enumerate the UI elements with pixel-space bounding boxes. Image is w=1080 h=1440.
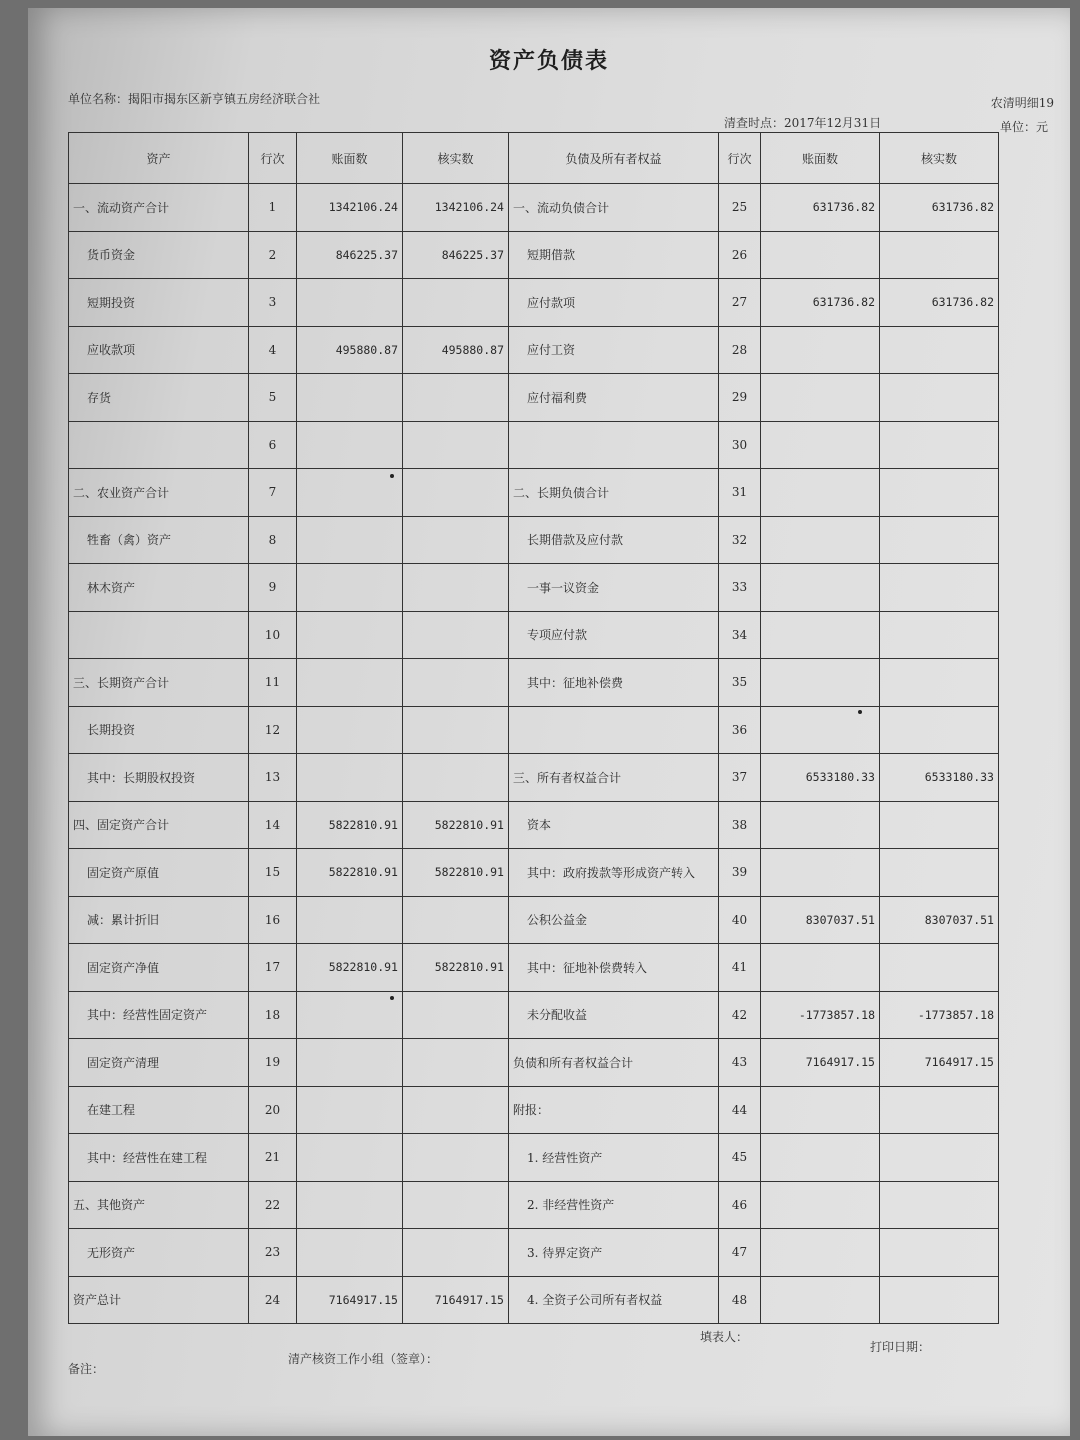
liability-verified-value	[880, 1086, 999, 1134]
pen-mark	[390, 996, 394, 1000]
liability-label: 2. 非经营性资产	[509, 1181, 719, 1229]
asset-verified-value: 846225.37	[403, 231, 509, 279]
liability-label: 其中：征地补偿费转入	[509, 944, 719, 992]
asset-line-no: 16	[249, 896, 297, 944]
asset-line-no: 22	[249, 1181, 297, 1229]
asset-line-no: 18	[249, 991, 297, 1039]
asset-verified-value	[403, 374, 509, 422]
liability-line-no: 43	[719, 1039, 761, 1087]
asset-label: 五、其他资产	[69, 1181, 249, 1229]
liability-verified-value	[880, 421, 999, 469]
liability-label: 应付福利费	[509, 374, 719, 422]
liability-book-value	[761, 1181, 880, 1229]
asset-book-value: 7164917.15	[297, 1276, 403, 1324]
note-label: 备注：	[68, 1362, 105, 1376]
liability-verified-value	[880, 706, 999, 754]
liability-verified-value	[880, 611, 999, 659]
liability-line-no: 42	[719, 991, 761, 1039]
liability-line-no: 46	[719, 1181, 761, 1229]
asset-verified-value	[403, 1134, 509, 1182]
table-row	[69, 184, 999, 232]
liability-label: 一事一议资金	[509, 564, 719, 612]
asset-line-no: 3	[249, 279, 297, 327]
header-asset: 资产	[69, 133, 249, 184]
asset-verified-value	[403, 421, 509, 469]
liability-book-value	[761, 944, 880, 992]
liability-book-value	[761, 849, 880, 897]
asset-line-no: 11	[249, 659, 297, 707]
liability-book-value	[761, 1086, 880, 1134]
form-number: 农清明细19	[990, 96, 1054, 110]
table-row	[69, 326, 999, 374]
liability-book-value	[761, 374, 880, 422]
liability-label: 短期借款	[509, 231, 719, 279]
liability-label: 负债和所有者权益合计	[509, 1039, 719, 1087]
pen-mark	[390, 474, 394, 478]
asset-line-no: 5	[249, 374, 297, 422]
asset-book-value	[297, 706, 403, 754]
table-row	[69, 801, 999, 849]
asset-label: 短期投资	[69, 279, 249, 327]
preparer-label: 填表人：	[700, 1330, 749, 1344]
liability-verified-value	[880, 1276, 999, 1324]
document-page	[28, 8, 1070, 1436]
liability-line-no: 29	[719, 374, 761, 422]
asset-book-value	[297, 611, 403, 659]
liability-book-value	[761, 326, 880, 374]
liability-label: 二、长期负债合计	[509, 469, 719, 517]
liability-verified-value	[880, 659, 999, 707]
liability-label: 其中：政府拨款等形成资产转入	[509, 849, 719, 897]
liability-label: 公积公益金	[509, 896, 719, 944]
table-header-row	[69, 133, 999, 184]
liability-label	[509, 706, 719, 754]
table-row	[69, 991, 999, 1039]
asset-book-value	[297, 754, 403, 802]
asset-book-value	[297, 659, 403, 707]
asset-line-no: 1	[249, 184, 297, 232]
liability-label: 附报：	[509, 1086, 719, 1134]
liability-book-value	[761, 1276, 880, 1324]
liability-verified-value: 631736.82	[880, 184, 999, 232]
liability-label: 一、流动负债合计	[509, 184, 719, 232]
asset-line-no: 9	[249, 564, 297, 612]
liability-book-value	[761, 564, 880, 612]
asset-book-value: 5822810.91	[297, 849, 403, 897]
liability-label: 其中：征地补偿费	[509, 659, 719, 707]
header-liability-book: 账面数	[761, 133, 880, 184]
asset-label: 牲畜（禽）资产	[69, 516, 249, 564]
asset-verified-value	[403, 1086, 509, 1134]
asset-label: 资产总计	[69, 1276, 249, 1324]
liability-verified-value	[880, 944, 999, 992]
asset-line-no: 7	[249, 469, 297, 517]
liability-verified-value: 8307037.51	[880, 896, 999, 944]
table-row	[69, 659, 999, 707]
document-title: 资产负债表	[488, 48, 609, 74]
asset-verified-value: 495880.87	[403, 326, 509, 374]
liability-label: 资本	[509, 801, 719, 849]
liability-verified-value	[880, 516, 999, 564]
asset-verified-value	[403, 279, 509, 327]
liability-verified-value	[880, 849, 999, 897]
liability-line-no: 40	[719, 896, 761, 944]
asset-line-no: 10	[249, 611, 297, 659]
asset-book-value	[297, 279, 403, 327]
print-date-label: 打印日期：	[870, 1340, 931, 1354]
liability-label: 三、所有者权益合计	[509, 754, 719, 802]
liability-verified-value	[880, 1181, 999, 1229]
liability-line-no: 28	[719, 326, 761, 374]
asset-label	[69, 611, 249, 659]
liability-line-no: 30	[719, 421, 761, 469]
asset-book-value	[297, 1086, 403, 1134]
liability-book-value	[761, 801, 880, 849]
liability-line-no: 32	[719, 516, 761, 564]
table-row	[69, 421, 999, 469]
asset-label: 减：累计折旧	[69, 896, 249, 944]
asset-book-value: 495880.87	[297, 326, 403, 374]
liability-book-value	[761, 231, 880, 279]
liability-verified-value	[880, 231, 999, 279]
liability-verified-value: -1773857.18	[880, 991, 999, 1039]
table-row	[69, 849, 999, 897]
header-asset-verified: 核实数	[403, 133, 509, 184]
liability-line-no: 36	[719, 706, 761, 754]
liability-book-value: 8307037.51	[761, 896, 880, 944]
asset-label: 应收款项	[69, 326, 249, 374]
liability-verified-value	[880, 1134, 999, 1182]
asset-verified-value: 1342106.24	[403, 184, 509, 232]
asset-verified-value	[403, 1181, 509, 1229]
liability-book-value	[761, 1229, 880, 1277]
asset-book-value: 1342106.24	[297, 184, 403, 232]
table-row	[69, 754, 999, 802]
asset-label: 林木资产	[69, 564, 249, 612]
liability-line-no: 44	[719, 1086, 761, 1134]
asset-verified-value	[403, 1229, 509, 1277]
asset-book-value	[297, 421, 403, 469]
liability-book-value	[761, 421, 880, 469]
asset-line-no: 4	[249, 326, 297, 374]
liability-book-value	[761, 659, 880, 707]
table-row	[69, 1039, 999, 1087]
pen-mark	[858, 710, 862, 714]
asset-label: 长期投资	[69, 706, 249, 754]
asset-verified-value	[403, 754, 509, 802]
asset-verified-value	[403, 564, 509, 612]
liability-verified-value: 631736.82	[880, 279, 999, 327]
liability-label	[509, 421, 719, 469]
liability-verified-value	[880, 1229, 999, 1277]
asset-verified-value: 5822810.91	[403, 944, 509, 992]
liability-label: 应付工资	[509, 326, 719, 374]
liability-book-value	[761, 469, 880, 517]
liability-line-no: 41	[719, 944, 761, 992]
liability-label: 4. 全资子公司所有者权益	[509, 1276, 719, 1324]
asset-book-value: 846225.37	[297, 231, 403, 279]
asset-line-no: 23	[249, 1229, 297, 1277]
table-row	[69, 944, 999, 992]
liability-verified-value	[880, 801, 999, 849]
asset-line-no: 17	[249, 944, 297, 992]
liability-line-no: 31	[719, 469, 761, 517]
asset-line-no: 14	[249, 801, 297, 849]
asset-book-value	[297, 991, 403, 1039]
liability-label: 3. 待界定资产	[509, 1229, 719, 1277]
asset-verified-value	[403, 469, 509, 517]
asset-verified-value	[403, 611, 509, 659]
asset-label	[69, 421, 249, 469]
asset-verified-value	[403, 1039, 509, 1087]
asset-line-no: 13	[249, 754, 297, 802]
asset-label: 其中：经营性在建工程	[69, 1134, 249, 1182]
asset-label: 一、流动资产合计	[69, 184, 249, 232]
asset-book-value	[297, 516, 403, 564]
unit-name: 单位名称：揭阳市揭东区新亨镇五房经济联合社	[68, 92, 321, 106]
table-row	[69, 279, 999, 327]
asset-book-value	[297, 469, 403, 517]
liability-verified-value	[880, 374, 999, 422]
asset-label: 其中：长期股权投资	[69, 754, 249, 802]
asset-book-value	[297, 1039, 403, 1087]
asset-line-no: 12	[249, 706, 297, 754]
asset-label: 在建工程	[69, 1086, 249, 1134]
asset-line-no: 8	[249, 516, 297, 564]
table-row	[69, 469, 999, 517]
asset-label: 三、长期资产合计	[69, 659, 249, 707]
asset-label: 固定资产清理	[69, 1039, 249, 1087]
asset-verified-value: 5822810.91	[403, 849, 509, 897]
asset-label: 其中：经营性固定资产	[69, 991, 249, 1039]
asset-book-value: 5822810.91	[297, 801, 403, 849]
asset-book-value	[297, 1134, 403, 1182]
asset-verified-value	[403, 991, 509, 1039]
liability-verified-value	[880, 564, 999, 612]
table-body	[69, 184, 999, 1324]
asset-line-no: 20	[249, 1086, 297, 1134]
liability-line-no: 48	[719, 1276, 761, 1324]
asset-label: 固定资产原值	[69, 849, 249, 897]
liability-book-value: 6533180.33	[761, 754, 880, 802]
liability-line-no: 26	[719, 231, 761, 279]
table-row	[69, 1181, 999, 1229]
asset-book-value	[297, 564, 403, 612]
liability-line-no: 47	[719, 1229, 761, 1277]
liability-line-no: 39	[719, 849, 761, 897]
asset-book-value	[297, 896, 403, 944]
asset-line-no: 21	[249, 1134, 297, 1182]
asset-book-value: 5822810.91	[297, 944, 403, 992]
liability-label: 长期借款及应付款	[509, 516, 719, 564]
table-row	[69, 1086, 999, 1134]
liability-verified-value	[880, 326, 999, 374]
liability-book-value	[761, 1134, 880, 1182]
asset-verified-value	[403, 896, 509, 944]
asset-book-value	[297, 374, 403, 422]
liability-line-no: 38	[719, 801, 761, 849]
liability-label: 未分配收益	[509, 991, 719, 1039]
asset-book-value	[297, 1181, 403, 1229]
team-signature-label: 清产核资工作小组（签章）：	[288, 1352, 439, 1366]
liability-book-value: 7164917.15	[761, 1039, 880, 1087]
asset-line-no: 24	[249, 1276, 297, 1324]
balance-sheet-table	[68, 132, 999, 1324]
liability-verified-value: 7164917.15	[880, 1039, 999, 1087]
table-row	[69, 611, 999, 659]
liability-label: 应付款项	[509, 279, 719, 327]
table-row	[69, 1276, 999, 1324]
asset-verified-value	[403, 659, 509, 707]
asset-label: 固定资产净值	[69, 944, 249, 992]
asset-line-no: 15	[249, 849, 297, 897]
currency-unit: 单位：元	[999, 120, 1048, 134]
table-row	[69, 374, 999, 422]
liability-line-no: 45	[719, 1134, 761, 1182]
asset-line-no: 19	[249, 1039, 297, 1087]
check-date: 清查时点：2017年12月31日	[724, 116, 882, 130]
liability-line-no: 37	[719, 754, 761, 802]
asset-label: 二、农业资产合计	[69, 469, 249, 517]
table-row	[69, 1229, 999, 1277]
asset-verified-value	[403, 706, 509, 754]
liability-book-value	[761, 611, 880, 659]
header-liability: 负债及所有者权益	[509, 133, 719, 184]
liability-book-value: 631736.82	[761, 184, 880, 232]
asset-label: 无形资产	[69, 1229, 249, 1277]
liability-line-no: 25	[719, 184, 761, 232]
header-asset-line: 行次	[249, 133, 297, 184]
asset-label: 存货	[69, 374, 249, 422]
liability-line-no: 35	[719, 659, 761, 707]
liability-label: 1. 经营性资产	[509, 1134, 719, 1182]
header-asset-book: 账面数	[297, 133, 403, 184]
header-liability-verified: 核实数	[880, 133, 999, 184]
asset-verified-value	[403, 516, 509, 564]
liability-book-value: 631736.82	[761, 279, 880, 327]
table-row	[69, 516, 999, 564]
asset-verified-value: 5822810.91	[403, 801, 509, 849]
liability-line-no: 34	[719, 611, 761, 659]
liability-line-no: 33	[719, 564, 761, 612]
liability-book-value	[761, 516, 880, 564]
liability-verified-value	[880, 469, 999, 517]
table-row	[69, 231, 999, 279]
table-row	[69, 564, 999, 612]
asset-label: 四、固定资产合计	[69, 801, 249, 849]
asset-verified-value: 7164917.15	[403, 1276, 509, 1324]
liability-line-no: 27	[719, 279, 761, 327]
asset-book-value	[297, 1229, 403, 1277]
liability-book-value: -1773857.18	[761, 991, 880, 1039]
table-row	[69, 896, 999, 944]
liability-verified-value: 6533180.33	[880, 754, 999, 802]
liability-label: 专项应付款	[509, 611, 719, 659]
asset-line-no: 2	[249, 231, 297, 279]
asset-line-no: 6	[249, 421, 297, 469]
asset-label: 货币资金	[69, 231, 249, 279]
table-row	[69, 1134, 999, 1182]
header-liability-line: 行次	[719, 133, 761, 184]
